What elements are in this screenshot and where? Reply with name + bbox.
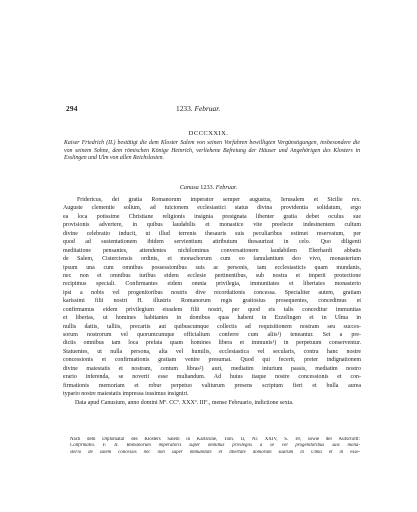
body-line: meditatione pensantes, attendentes nichilominus conversationem laudabilem Eberhardi abbatis bbox=[63, 247, 361, 254]
body-line: firmationis memoriam et robur perpetuo valiturum presens scriptum fieri et bulla aurea bbox=[63, 382, 361, 389]
page-number: 294 bbox=[66, 104, 78, 113]
body-line: ipsi a nobis vel progenitoribus nostris dive recordationis concessa. Specialiter autem, gratiam bbox=[63, 289, 361, 296]
body-line: Fridericus, dei gratia Romanorum imperator semper augustus, Ierusalem et Sicilie rex. bbox=[77, 197, 361, 203]
body-line: typario nostre maiestatis impressa iussimus insigniri. bbox=[63, 391, 189, 398]
header-year: 1233. bbox=[176, 104, 193, 113]
document-summary: Kaiser Friedrich (II.) bestätigt die dem Kloster Salem von seinen Vorfahren bewilligten Vergünstigungen, insbesondere die von seinem Sohne, dem römischen Könige Heinrich, verliehene Befreiung der Häuser und Angehörigen des Klosters in Esslingen und Ulm von allen Reichslasten. bbox=[64, 140, 360, 162]
header-month: Februar. bbox=[194, 104, 221, 113]
place-year: 1233. bbox=[200, 184, 215, 191]
body-line: quod ad sustentationem ibidem servientium attributum thesaurizat in celo. Quo diligenti bbox=[63, 239, 361, 246]
body-line: sorum nostrorum vel quorumcumque officialium conferre cum aliis¹) teneantur. Set a pre- bbox=[63, 332, 361, 338]
place-and-date bbox=[0, 184, 417, 191]
body-line: divine celebratio inducit, ut illud terrenis thesauris suis peculiaribus estimet reservatum, per bbox=[63, 230, 361, 237]
body-line: confirmamus eidem privilegium eiusdem filii nostri, per quod eis talis conceditur immunitas bbox=[63, 306, 361, 313]
footnote-line: Confirmatio. F. II. Romanorum imperatoris super omnibus privilegiis a se vel progenitoribus suis mona- bbox=[70, 443, 360, 449]
charter-text bbox=[63, 196, 361, 407]
body-line: nullis datiis, talliis, precariis aut quibuscumque collectis ad requisitionem nostram seu succes- bbox=[63, 323, 361, 330]
body-line: concessionis et confirmationis gratiam venire presumat. Quod qui fecerit, preter indignationem bbox=[63, 357, 361, 364]
place-month: Februar. bbox=[215, 184, 238, 191]
header-date bbox=[176, 104, 220, 113]
body-line: erario inferenda, se noverit esse multandum. Ad huius itaque nostre concessionis et con- bbox=[63, 374, 361, 381]
footnote-line: sterio de salem concessis nec non super immunitate et libertate domorum suarum in Ulma et in esse- bbox=[70, 449, 360, 455]
dating-clause: Data apud Canusium, anno domini Mº. CCº. XXXº. IIIº., mense Februario, indictione sexta. bbox=[75, 399, 294, 406]
body-line: dictis omnibus tam loca prefata quam homines libera et immunis¹) in perpetuum conserventur. bbox=[63, 340, 361, 347]
footnote bbox=[70, 437, 360, 456]
body-line: ea loca potissime Christiane religionis insignia presignata libenter gratia debet oculus sue bbox=[63, 213, 361, 220]
body-line: et libertas, ut homines habitantes in domibus quas habent in Ezzelingen et in Ulma in bbox=[63, 315, 361, 322]
body-line: divine maiestatis et nostram, centum libras²) auri, mediatim iniurium passis, mediatim nostro bbox=[63, 365, 361, 372]
body-line: Auguste clementie solium, ad tuicionem ecclesiastici status divina providentia solidatum, ergo bbox=[63, 205, 361, 212]
body-line: de Salem, Cisterciensis ordinis, et monachorum cum eo famulantium deo vivo, monasterium bbox=[63, 256, 361, 263]
body-line: recipimus speciali. Confirmantes eidem omnia privilegia, immunitates et libertates monasterio bbox=[63, 281, 361, 288]
body-line: provisionis advertere, in quibus laudabilis et monastice vite preelecte indesinentem cultum bbox=[63, 222, 361, 229]
running-header bbox=[66, 104, 356, 116]
body-line: ipsum una cum omnibus possessionibus suis ac personis, tam ecclesiasticis quam mundanis, bbox=[63, 264, 361, 271]
footnote-line: Nach dem Diplomatar des Klosters Salem in Karlsruhe, Tom. II, Nr. XXIV, S. 18, sowie der Aufschrift: bbox=[70, 437, 360, 442]
body-line: nec non et omnibus iuribus eidem ecclesie pertinentibus, sub nostra et imperii protectione bbox=[63, 272, 361, 279]
document-number: DCCCXXIX. bbox=[188, 130, 229, 137]
body-line: Statuentes, ut nulla persona, alta vel humilis, ecclesiastica vel secularis, contra hanc nostre bbox=[63, 348, 361, 355]
place-name: Canusa bbox=[179, 184, 199, 191]
body-line: karissimi filii nostri H. illustris Romanorum regis gratiosius prosequentes, concedimus et bbox=[63, 298, 361, 305]
